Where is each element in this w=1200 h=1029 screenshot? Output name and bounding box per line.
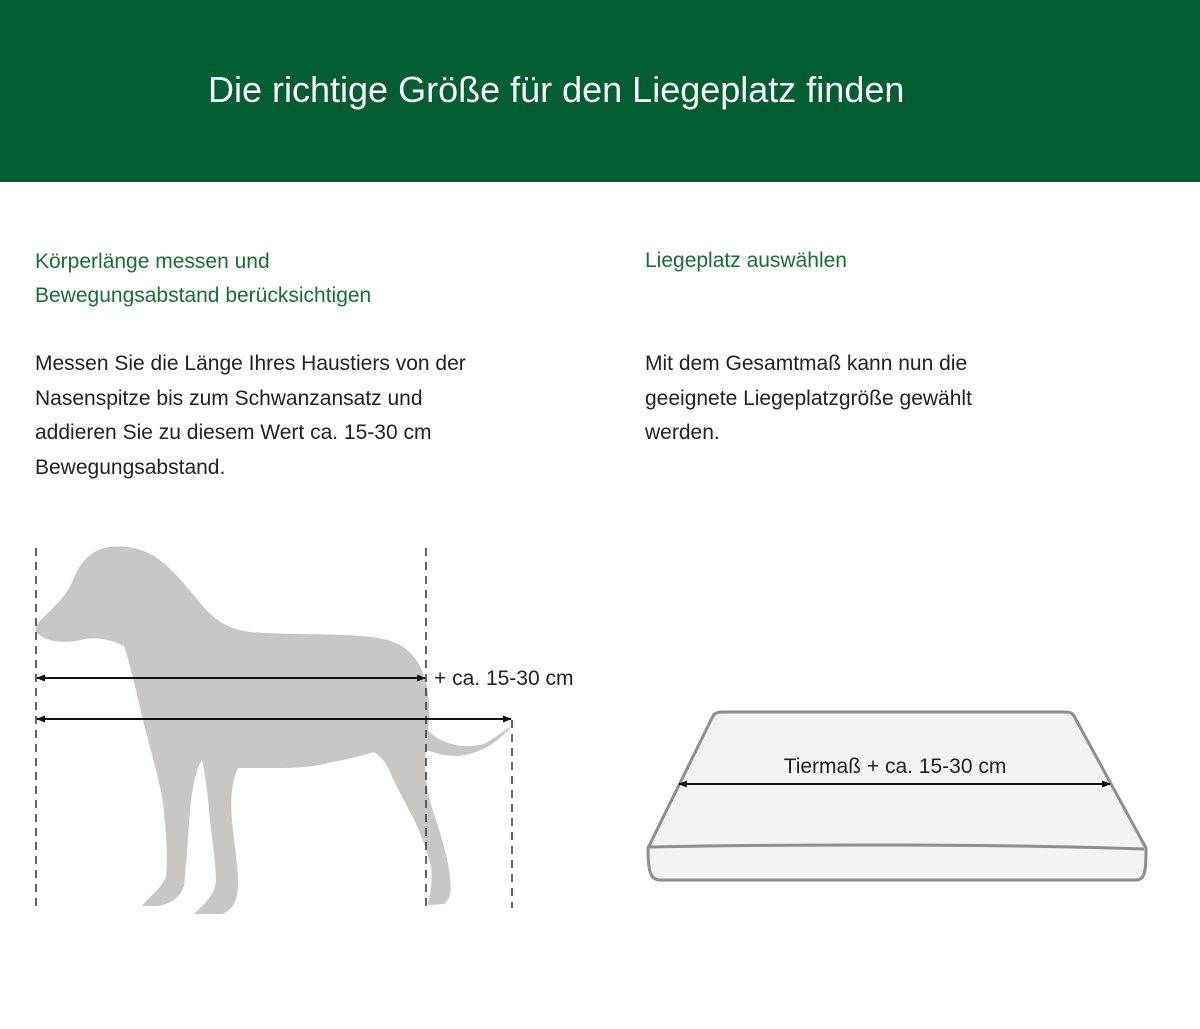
left-body-line: addieren Sie zu diesem Wert ca. 15-30 cm: [35, 421, 432, 444]
right-body-line: Mit dem Gesamtmaß kann nun die: [645, 352, 968, 375]
right-heading-line: Liegeplatz auswählen: [645, 249, 847, 272]
extra-distance-label: + ca. 15-30 cm: [434, 667, 574, 690]
right-body-line: geeignete Liegeplatzgröße gewählt: [645, 386, 972, 410]
bed-size-label: Tiermaß + ca. 15-30 cm: [783, 755, 1007, 778]
left-heading-line: Körperlänge messen und: [35, 250, 270, 273]
dog-silhouette-icon: [36, 546, 512, 914]
right-body-line: werden.: [645, 421, 720, 444]
left-body-line: Messen Sie die Länge Ihres Haustiers von der: [35, 352, 466, 375]
left-body-line: Bewegungsabstand.: [35, 455, 226, 479]
page-title: Die richtige Größe für den Liegeplatz finden: [208, 69, 905, 110]
left-heading-line: Bewegungsabstand berücksichtigen: [35, 284, 372, 307]
dog-bed-icon: [648, 712, 1146, 880]
left-body-line: Nasenspitze bis zum Schwanzansatz und: [35, 386, 423, 410]
